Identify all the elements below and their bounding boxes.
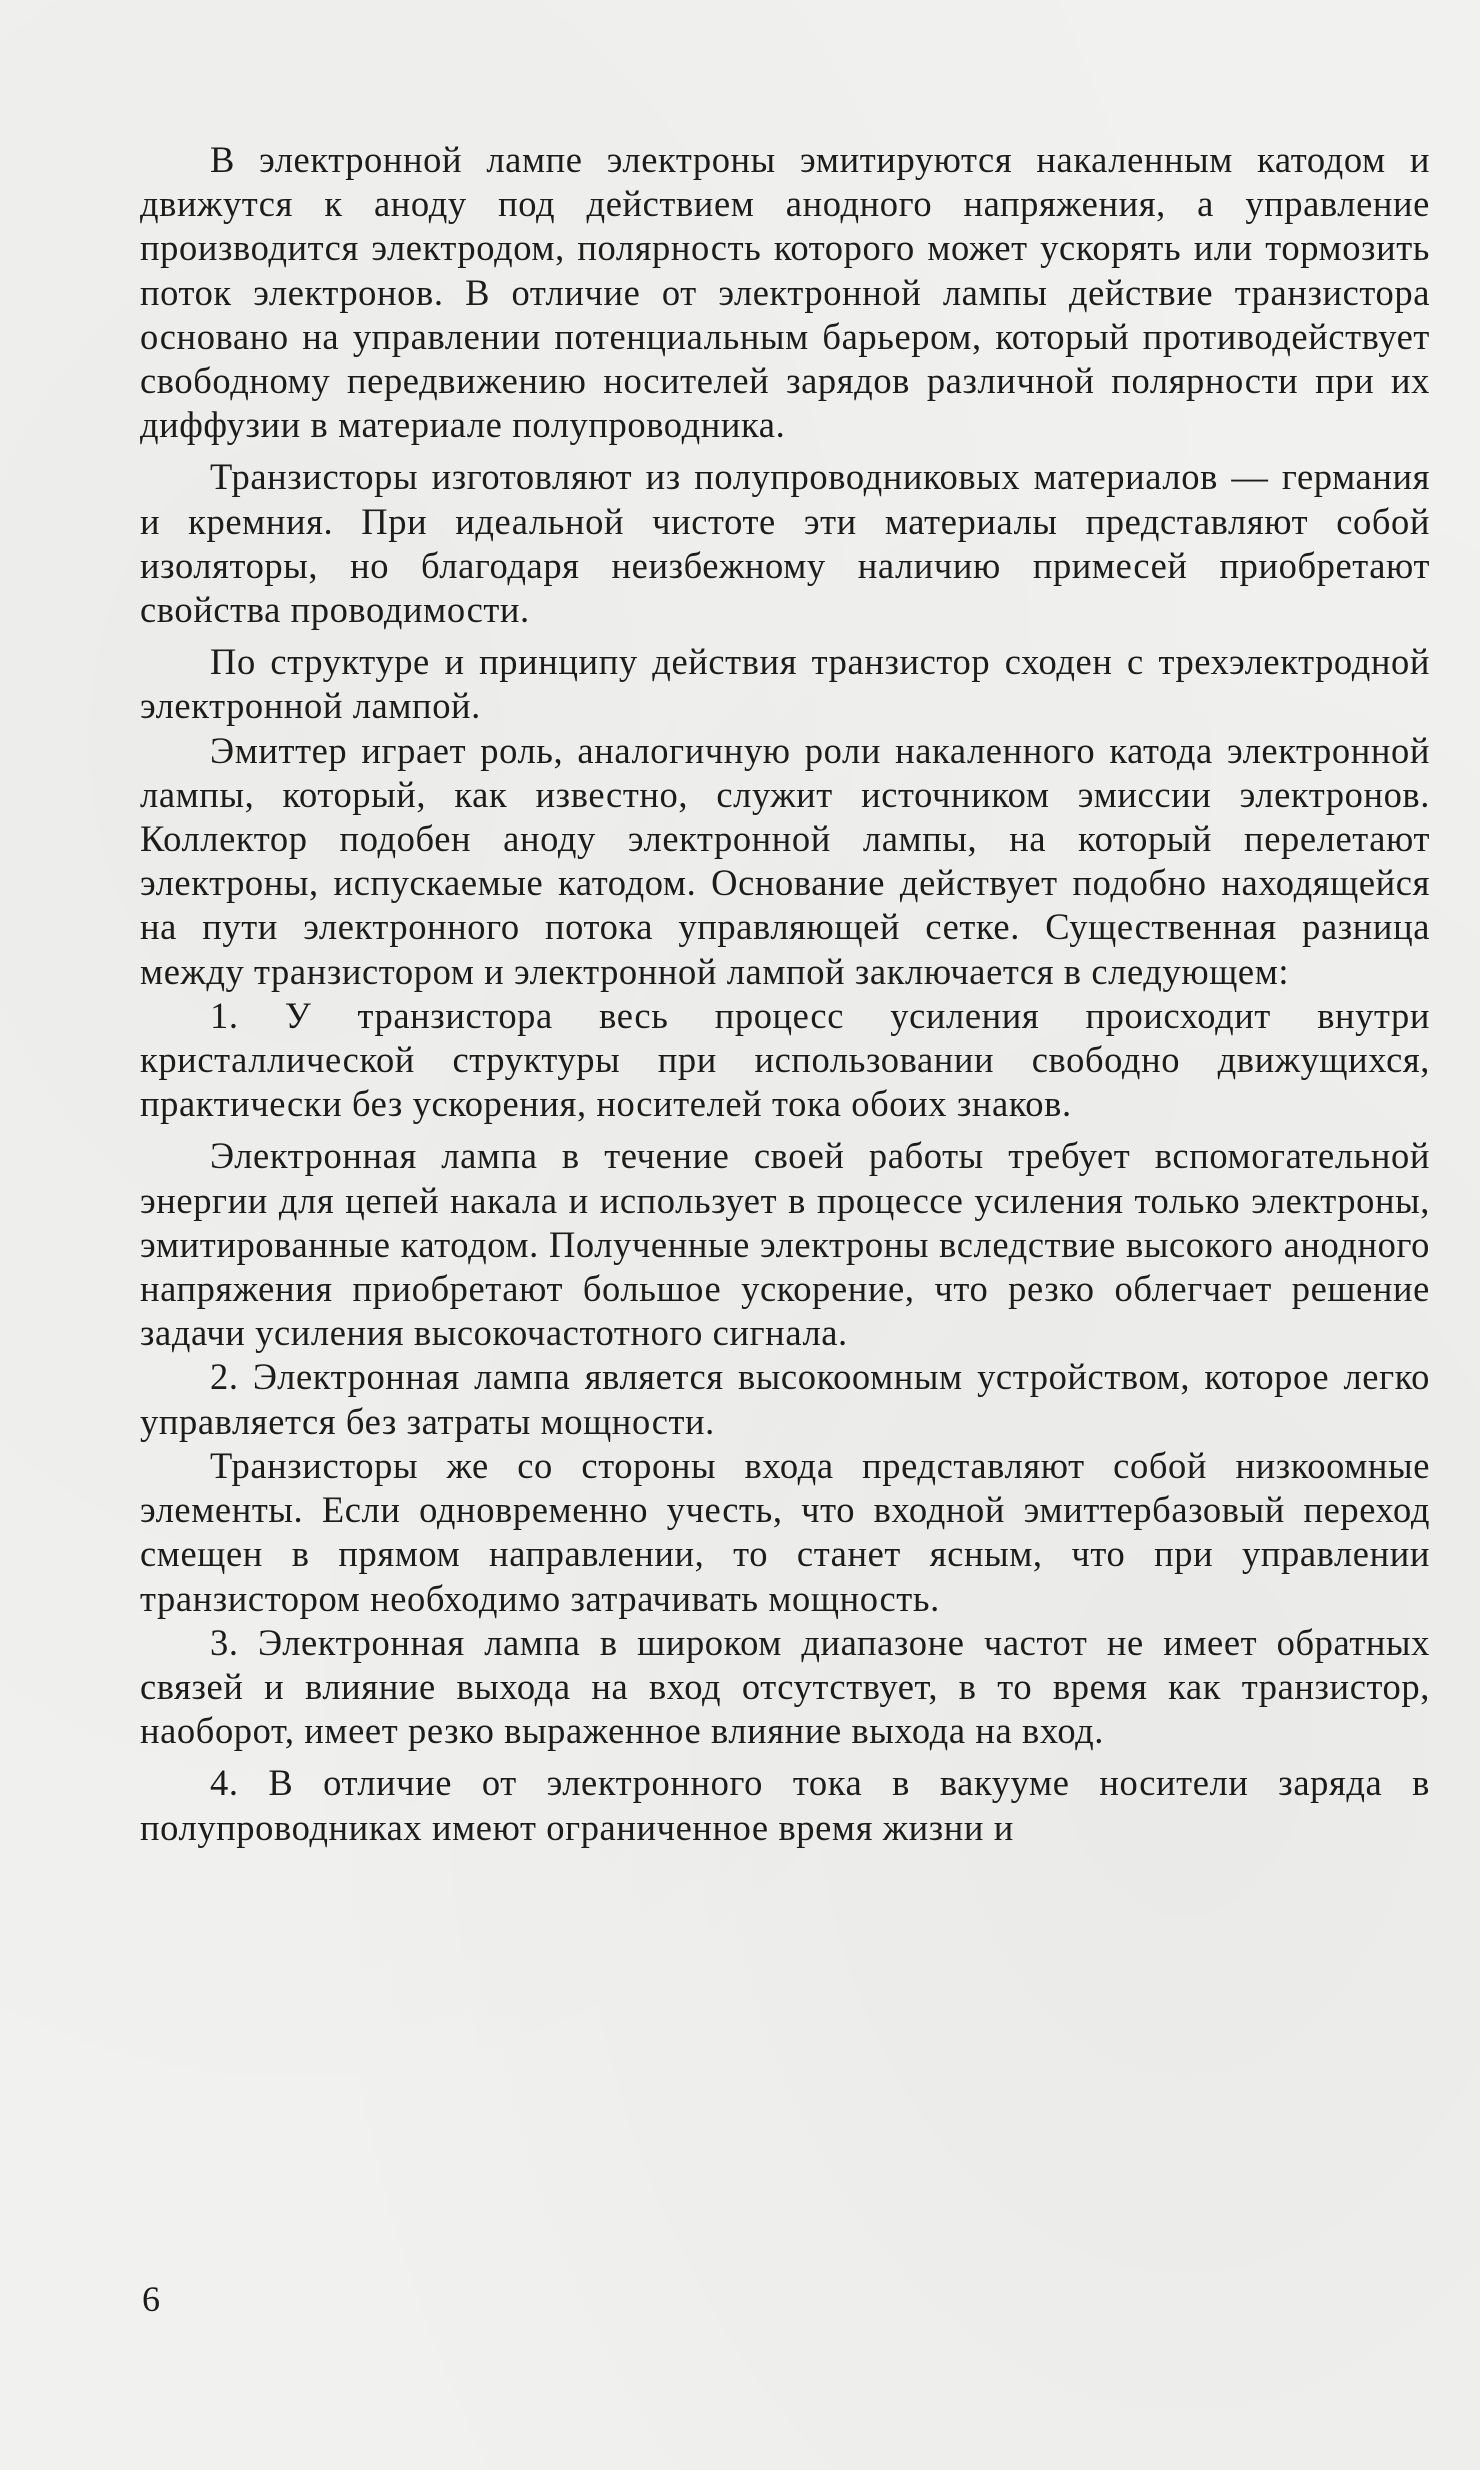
paragraph-6: Электронная лампа в течение своей работы требует вспомогательной энергии для цепей накала и использует в процессе усиления только электроны, эмитированные катодом. Полученные электроны вследствие высокого анодного напряжения приобретают большое ускорение, что резко облегчает решение задачи усиления высокочастотного сигнала. <box>140 1135 1430 1354</box>
paragraph-5: 1. У транзистора весь процесс усиления происходит внутри кристаллической структуры при использовании свободно движущихся, практически без ускорения, носителей тока обоих знаков. <box>140 994 1430 1125</box>
paragraph-1: В электронной лампе электроны эмитируются накаленным катодом и движутся к аноду под действием анодного напряжения, а управление производится электродом, полярность которого может ускорять или тормозить поток электронов. В отличие от электронной лампы действие транзистора основано на управлении потенциальным барьером, который противодействует свободному передвижению носителей зарядов различной полярности при их диффузии в материале полупроводника. <box>140 139 1430 446</box>
paragraph-3: По структуре и принципу действия транзистор сходен с трехэлектродной электронной лампой. <box>140 641 1430 727</box>
paragraph-8: Транзисторы же со стороны входа представляют собой низкоомные элементы. Если одновременно учесть, что входной эмиттербазовый переход смещен в прямом направлении, то станет ясным, что при управлении транзистором необходимо затрачивать мощность. <box>140 1444 1430 1619</box>
paragraph-7: 2. Электронная лампа является высокоомным устройством, которое легко управляется без затраты мощности. <box>140 1356 1430 1442</box>
paragraph-9: 3. Электронная лампа в широком диапазоне частот не имеет обратных связей и влияние выхода на вход отсутствует, в то время как транзистор, наоборот, имеет резко выраженное влияние выхода на вход. <box>140 1621 1430 1752</box>
paragraph-2: Транзисторы изготовляют из полупроводниковых материалов — германия и кремния. При идеальной чистоте эти материалы представляют собой изоляторы, но благодаря неизбежному наличию примесей приобретают свойства проводимости. <box>140 456 1430 631</box>
page-number: 6 <box>142 2279 160 2319</box>
body-text <box>140 138 1430 1850</box>
paragraph-10: 4. В отличие от электронного тока в вакууме носители заряда в полупроводниках имеют ограниченное время жизни и <box>140 1762 1430 1848</box>
paragraph-4: Эмиттер играет роль, аналогичную роли накаленного катода электронной лампы, который, как известно, служит источником эмиссии электронов. Коллектор подобен аноду электронной лампы, на который перелетают электроны, испускаемые катодом. Основание действует подобно находящейся на пути электронного потока управляющей сетке. Существенная разница между транзистором и электронной лампой заключается в следующем: <box>140 729 1430 992</box>
